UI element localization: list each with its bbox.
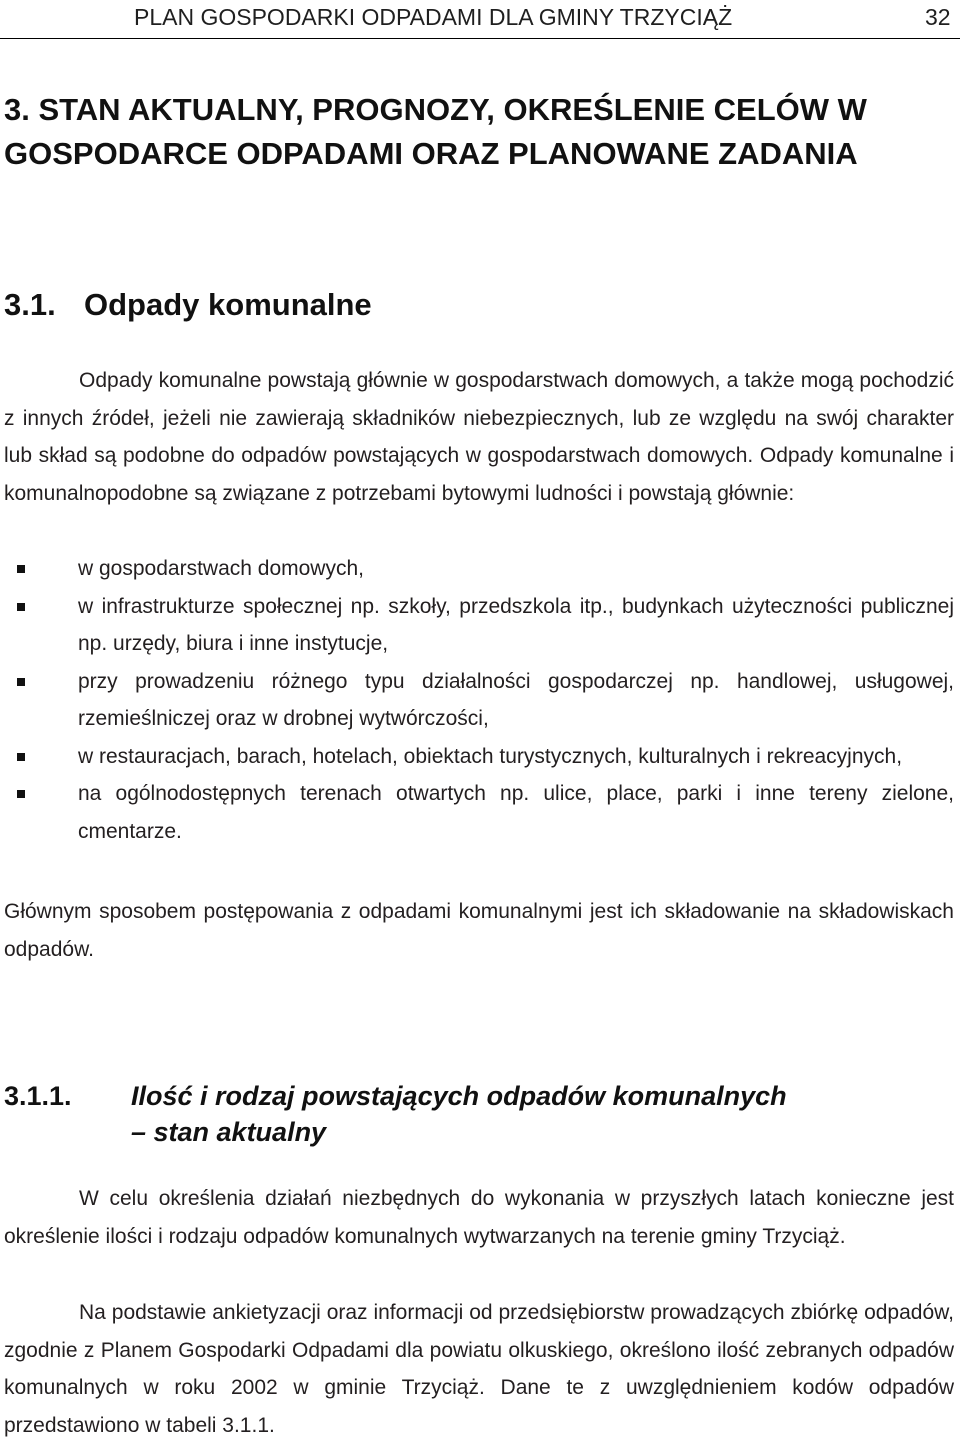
list-item: [0, 550, 960, 588]
subsection-title-line1: Ilość i rodzaj powstających odpadów komunalnych: [131, 1081, 787, 1111]
section-heading: [4, 287, 372, 323]
running-header: [0, 0, 960, 40]
header-title: PLAN GOSPODARKI ODPADAMI DLA GMINY TRZYCIĄŻ: [134, 4, 733, 30]
square-bullet-icon: [17, 790, 25, 798]
square-bullet-icon: [17, 603, 25, 611]
list-item-text: w restauracjach, barach, hotelach, obiektach turystycznych, kulturalnych i rekreacyjnych,: [78, 744, 903, 768]
list-item: [0, 775, 960, 850]
sources-list: [0, 550, 960, 850]
list-item-text: przy prowadzeniu różnego typu działalności gospodarczej np. handlowej, usługowej, rzemieślniczej oraz w drobnej wytwórczości,: [78, 669, 954, 730]
square-bullet-icon: [17, 678, 25, 686]
paragraph-planning: W celu określenia działań niezbędnych do wykonania w przyszłych latach konieczne jest określenie ilości i rodzaju odpadów komunalnych wytwarzanych na terenie gminy Trzyciąż.: [4, 1187, 954, 1248]
storage-paragraph: Głównym sposobem postępowania z odpadami komunalnymi jest ich składowanie na składowiskach odpadów.: [4, 900, 954, 961]
paragraph-survey: Na podstawie ankietyzacji oraz informacji od przedsiębiorstw prowadzących zbiórkę odpadów, zgodnie z Planem Gospodarki Odpadami dla powiatu olkuskiego, określono ilość zebranych odpadów komunalnych w roku 2002 w gminie Trzyciąż. Dane te z uwzględnieniem kodów odpadów przedstawiono w tabeli 3.1.1.: [4, 1301, 954, 1437]
square-bullet-icon: [17, 565, 25, 573]
page-number: 32: [925, 4, 951, 30]
list-item: [0, 738, 960, 776]
header-rule: [0, 38, 960, 39]
list-item-text: w gospodarstwach domowych,: [78, 557, 364, 580]
list-item-text: na ogólnodostępnych terenach otwartych np. ulice, place, parki i inne tereny zielone, cmentarze.: [78, 782, 954, 843]
section-title: Odpady komunalne: [84, 287, 372, 322]
subsection-number: 3.1.1.: [4, 1081, 72, 1111]
chapter-title: 3. STAN AKTUALNY, PROGNOZY, OKREŚLENIE CELÓW W GOSPODARCE ODPADAMI ORAZ PLANOWANE ZADANIA: [4, 92, 867, 171]
section-number: 3.1.: [4, 287, 56, 322]
square-bullet-icon: [17, 753, 25, 761]
list-item: [0, 588, 960, 663]
list-item: [0, 663, 960, 738]
subsection-title-line2: – stan aktualny: [131, 1117, 327, 1147]
list-item-text: w infrastrukturze społecznej np. szkoły, przedszkola itp., budynkach użyteczności publicznej np. urzędy, biura i inne instytucje,: [78, 594, 954, 655]
intro-paragraph: Odpady komunalne powstają głównie w gospodarstwach domowych, a także mogą pochodzić z innych źródeł, jeżeli nie zawierają składników niebezpiecznych, lub ze względu na swój charakter lub skład są podobne do odpadów powstających w gospodarstwach domowych. Odpady komunalne i komunalnopodobne są związane z potrzebami bytowymi ludności i powstają głównie:: [4, 369, 954, 505]
